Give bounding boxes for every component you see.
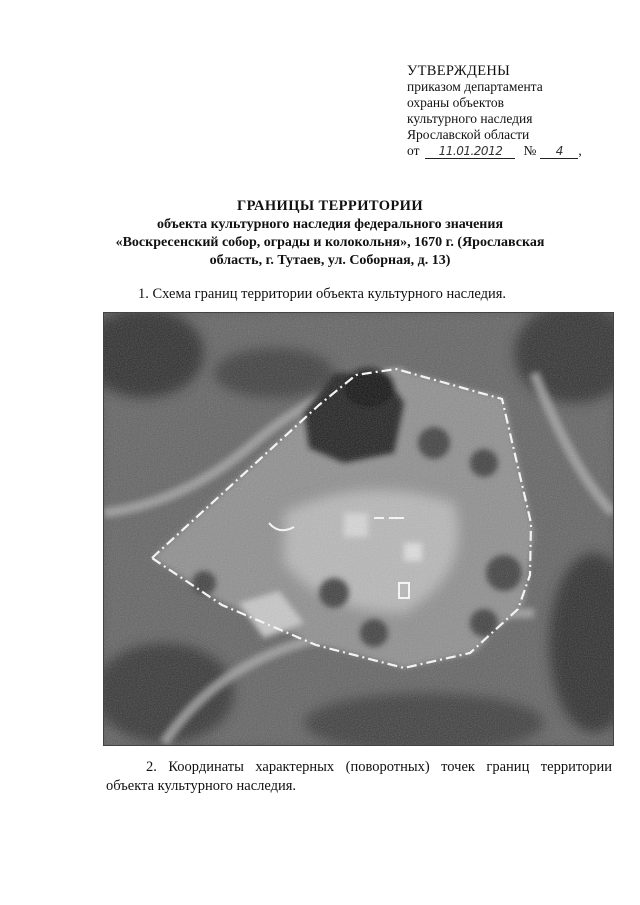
section-1-heading: 1. Схема границ территории объекта культурного наследия. [138, 286, 507, 302]
number-prefix: № [523, 143, 537, 158]
subtitle-line: объекта культурного наследия федерального значения [156, 217, 504, 232]
approval-heading: УТВЕРЖДЕНЫ [407, 63, 511, 79]
approval-line: культурного наследия [407, 111, 533, 126]
approval-line: охраны объектов [407, 95, 505, 110]
subtitle-line: «Воскресенский собор, ограды и колокольня», 1670 г. (Ярославская [115, 235, 545, 250]
date-prefix: от [407, 143, 420, 158]
handwritten-date: 11.01.2012 [425, 144, 515, 159]
approval-date-line: от 11.01.2012 № 4 , [407, 143, 582, 158]
approval-line: Ярославской области [407, 127, 530, 142]
section-2-heading: 2. Координаты характерных (поворотных) точек границ территории объекта культурного наследия. [106, 759, 612, 794]
document-subtitle [60, 216, 600, 270]
approval-line: приказом департамента [407, 79, 543, 94]
subtitle-line: область, г. Тутаев, ул. Соборная, д. 13) [209, 253, 451, 268]
handwritten-number: 4 [540, 144, 578, 159]
document-title: ГРАНИЦЫ ТЕРРИТОРИИ [236, 198, 424, 214]
approval-block [407, 63, 617, 159]
aerial-boundary-map-image [103, 312, 614, 746]
